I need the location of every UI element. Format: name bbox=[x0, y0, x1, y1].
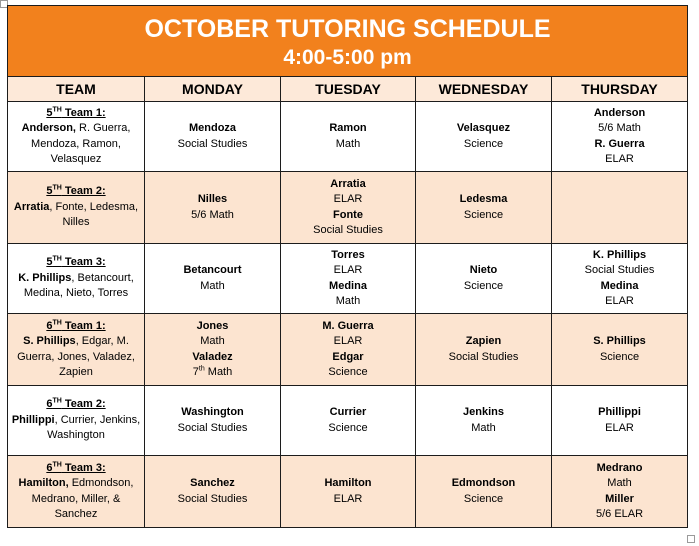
subject: Social Studies bbox=[177, 492, 248, 505]
subject: Math bbox=[607, 477, 632, 489]
tutor-name: Hamilton bbox=[324, 477, 372, 489]
subject: Science bbox=[463, 137, 504, 150]
team-lead: K. Phillips bbox=[18, 271, 72, 284]
tutor-name: Edgar bbox=[332, 350, 364, 363]
cell-tuesday bbox=[281, 172, 416, 244]
schedule-time: 4:00-5:00 pm bbox=[283, 45, 412, 69]
subject: Social Studies bbox=[313, 224, 383, 236]
cell-monday bbox=[145, 102, 281, 172]
header-wednesday: WEDNESDAY bbox=[416, 77, 552, 102]
team-grade-suffix: TH bbox=[52, 255, 62, 263]
cell-monday bbox=[145, 386, 281, 456]
cell-thursday bbox=[552, 314, 688, 386]
subject: Science bbox=[463, 208, 504, 221]
cell-thursday bbox=[552, 386, 688, 456]
tutor-name: K. Phillips bbox=[592, 248, 647, 261]
subject: Science bbox=[599, 350, 640, 363]
title-row bbox=[8, 6, 688, 77]
team-name: 5TH Team 3: bbox=[46, 255, 106, 269]
team-cell bbox=[8, 172, 145, 244]
team-grade-suffix: TH bbox=[52, 460, 62, 468]
subject: Science bbox=[328, 421, 368, 434]
cell-tuesday bbox=[281, 386, 416, 456]
team-grade-suffix: TH bbox=[52, 105, 62, 113]
tutor-name: Sanchez bbox=[190, 477, 235, 489]
team-label: Team 3 bbox=[61, 461, 102, 474]
subject: ELAR bbox=[605, 421, 634, 434]
subject: 5/6 Math bbox=[191, 208, 234, 221]
tutor-name: Phillippi bbox=[598, 406, 641, 418]
team-name: 6TH Team 3: bbox=[46, 460, 106, 474]
team-grade-suffix: TH bbox=[52, 318, 62, 326]
cell-tuesday bbox=[281, 244, 416, 314]
subject: Social Studies bbox=[177, 137, 248, 150]
schedule-title: OCTOBER TUTORING SCHEDULE bbox=[144, 14, 551, 43]
cell-monday bbox=[145, 244, 281, 314]
subject: Math bbox=[200, 335, 225, 347]
team-members: R. Guerra, Mendoza, Ramon, Velasquez bbox=[31, 122, 131, 165]
team-cell bbox=[8, 314, 145, 386]
tutor-name: Arratia bbox=[330, 177, 366, 190]
team-lead: Phillippi bbox=[11, 413, 55, 426]
cell-wednesday bbox=[416, 244, 552, 314]
tutor-name: Washington bbox=[181, 406, 244, 418]
table-resize-handle[interactable] bbox=[687, 535, 695, 543]
team-cell bbox=[8, 456, 145, 528]
cell-wednesday bbox=[416, 102, 552, 172]
subject: Science bbox=[463, 279, 504, 292]
subject: ELAR bbox=[333, 492, 363, 505]
cell-thursday bbox=[552, 102, 688, 172]
team-label: Team 1 bbox=[61, 319, 102, 332]
header-row bbox=[8, 77, 688, 102]
subject: ELAR bbox=[605, 295, 634, 307]
tutor-name: Medina bbox=[600, 279, 639, 292]
tutor-name: S. Phillips bbox=[593, 335, 646, 347]
subject: Math bbox=[471, 421, 496, 434]
tutor-name: Currier bbox=[329, 406, 367, 418]
table-row bbox=[8, 456, 688, 528]
subject: Social Studies bbox=[448, 350, 519, 363]
tutor-name: Jones bbox=[196, 319, 229, 332]
team-name: 5TH Team 2: bbox=[46, 184, 106, 198]
team-label: Team 2 bbox=[61, 185, 102, 198]
tutor-name: Medina bbox=[329, 279, 367, 292]
subject: Science bbox=[463, 492, 504, 505]
tutor-name: M. Guerra bbox=[322, 319, 374, 332]
subject: ELAR bbox=[333, 264, 363, 276]
cell-wednesday bbox=[416, 172, 552, 244]
team-lead: Anderson, bbox=[21, 122, 76, 134]
team-grade: 6 bbox=[46, 461, 53, 474]
team-cell bbox=[8, 244, 145, 314]
cell-thursday bbox=[552, 244, 688, 314]
team-name: 5TH Team 1: bbox=[46, 105, 106, 119]
tutor-name: Betancourt bbox=[183, 264, 242, 276]
team-members: Edmondson, Medrano, Miller, & Sanchez bbox=[31, 477, 134, 520]
team-label: Team 1 bbox=[61, 106, 102, 119]
tutor-name: Torres bbox=[331, 248, 365, 261]
team-lead: Arratia bbox=[13, 200, 50, 213]
team-lead: S. Phillips bbox=[23, 335, 76, 347]
subject: 7th Math bbox=[192, 365, 233, 378]
tutoring-schedule-table bbox=[7, 5, 688, 528]
tutor-name: Ledesma bbox=[459, 193, 508, 205]
team-grade: 5 bbox=[46, 106, 53, 119]
team-grade-suffix: TH bbox=[52, 397, 62, 405]
team-label: Team 3 bbox=[61, 256, 102, 269]
tutor-name: Jenkins bbox=[463, 406, 504, 418]
tutor-name: Miller bbox=[605, 492, 634, 505]
subject: 5/6 Math bbox=[598, 122, 641, 134]
tutor-name: Mendoza bbox=[188, 122, 237, 134]
team-grade: 6 bbox=[46, 398, 53, 411]
cell-wednesday bbox=[416, 456, 552, 528]
tutor-name: Medrano bbox=[596, 461, 643, 474]
subject: ELAR bbox=[605, 153, 634, 165]
team-members: , Edgar, M. Guerra, Jones, Valadez, Zapien bbox=[17, 335, 135, 378]
cell-wednesday bbox=[416, 386, 552, 456]
tutor-name: Nieto bbox=[469, 264, 498, 276]
tutor-name: Zapien bbox=[465, 335, 502, 347]
cell-monday bbox=[145, 456, 281, 528]
cell-thursday bbox=[552, 172, 688, 244]
team-name: 6TH Team 1: bbox=[46, 318, 106, 332]
table-row bbox=[8, 172, 688, 244]
team-cell bbox=[8, 102, 145, 172]
team-members: , Fonte, Ledesma, Nilles bbox=[49, 200, 139, 229]
subject: Math bbox=[335, 295, 361, 307]
cell-wednesday bbox=[416, 314, 552, 386]
header-thursday: THURSDAY bbox=[552, 77, 688, 102]
team-members: , Currier, Jenkins, Washington bbox=[47, 413, 141, 442]
subject: ELAR bbox=[333, 193, 363, 205]
table-row bbox=[8, 102, 688, 172]
cell-thursday bbox=[552, 456, 688, 528]
header-tuesday: TUESDAY bbox=[281, 77, 416, 102]
subject: Social Studies bbox=[177, 421, 248, 434]
team-name: 6TH Team 2: bbox=[46, 397, 106, 411]
subject: Social Studies bbox=[584, 264, 655, 276]
cell-monday bbox=[145, 314, 281, 386]
table-row bbox=[8, 386, 688, 456]
cell-tuesday bbox=[281, 456, 416, 528]
team-lead: Hamilton, bbox=[18, 477, 69, 489]
header-team: TEAM bbox=[8, 77, 145, 102]
team-label: Team 2 bbox=[61, 398, 102, 411]
table-row bbox=[8, 314, 688, 386]
tutor-name: Anderson bbox=[593, 106, 646, 119]
tutor-name: Edmondson bbox=[451, 477, 516, 489]
subject: Science bbox=[328, 366, 368, 378]
tutor-name: Velasquez bbox=[456, 122, 511, 134]
team-cell bbox=[8, 386, 145, 456]
tutor-name: Valadez bbox=[192, 350, 233, 363]
tutor-name: Ramon bbox=[329, 122, 367, 134]
subject: Math bbox=[200, 279, 225, 292]
tutor-name: Nilles bbox=[197, 193, 228, 205]
team-grade: 6 bbox=[46, 319, 53, 332]
cell-monday bbox=[145, 172, 281, 244]
team-members: , Betancourt, Medina, Nieto, Torres bbox=[23, 271, 134, 300]
table-row bbox=[8, 244, 688, 314]
cell-tuesday bbox=[281, 314, 416, 386]
header-monday: MONDAY bbox=[145, 77, 281, 102]
title-cell bbox=[8, 6, 688, 77]
schedule-rows bbox=[8, 102, 688, 528]
cell-tuesday bbox=[281, 102, 416, 172]
team-grade: 5 bbox=[46, 185, 53, 198]
subject: ELAR bbox=[333, 335, 363, 347]
subject: 5/6 ELAR bbox=[595, 508, 644, 520]
subject: Math bbox=[335, 137, 361, 150]
tutor-name: Fonte bbox=[333, 208, 363, 221]
tutor-name: R. Guerra bbox=[594, 137, 645, 150]
team-grade-suffix: TH bbox=[52, 184, 62, 192]
team-grade: 5 bbox=[46, 256, 53, 269]
